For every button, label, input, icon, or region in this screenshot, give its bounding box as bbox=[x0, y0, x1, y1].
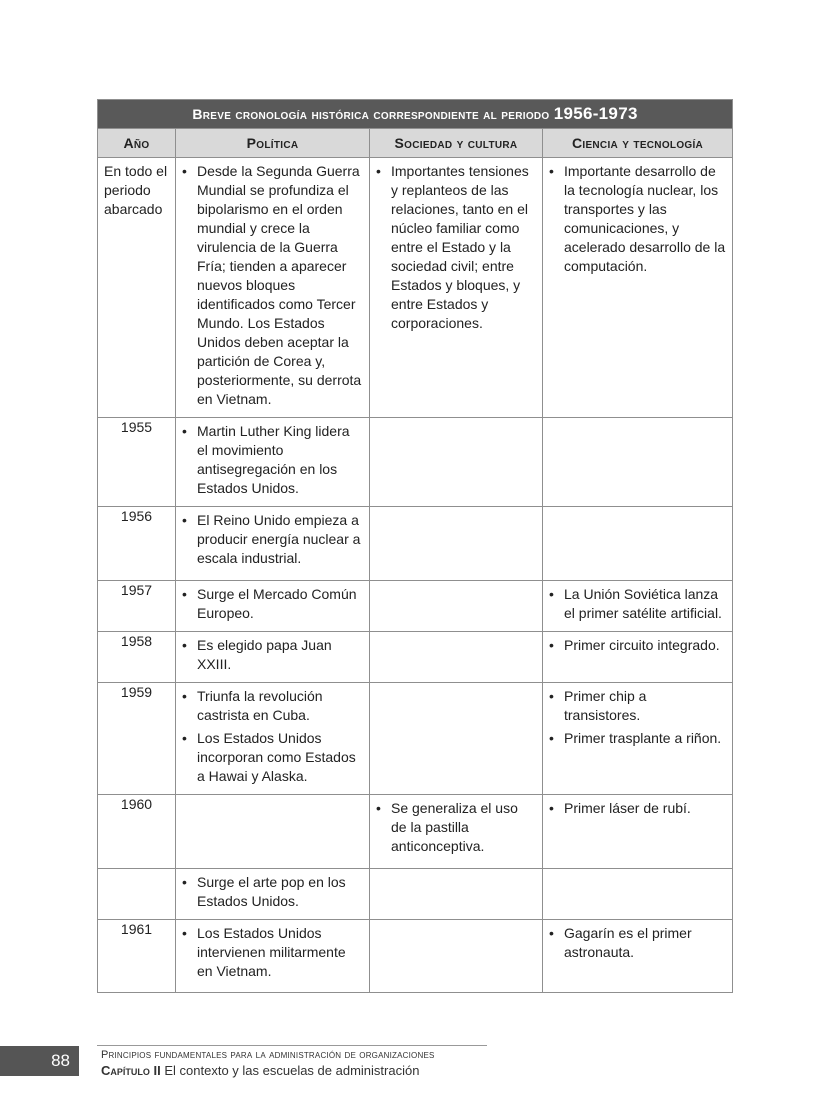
bullet-item: • El Reino Unido empieza a producir energía nuclear a escala industrial. bbox=[182, 511, 363, 568]
bullet-list bbox=[549, 924, 726, 962]
year-cell: 1958 bbox=[98, 632, 176, 683]
science-cell bbox=[543, 920, 733, 993]
book-title: Principios fundamentales para la administración de organizaciones bbox=[101, 1049, 435, 1061]
table-row bbox=[98, 920, 733, 993]
table-title bbox=[98, 100, 733, 129]
science-cell bbox=[543, 683, 733, 795]
chronology-table bbox=[97, 99, 733, 993]
science-cell bbox=[543, 795, 733, 869]
table-title-range: 1956-1973 bbox=[553, 104, 638, 123]
society-cell bbox=[370, 632, 543, 683]
bullet-item: • La Unión Soviética lanza el primer satélite artificial. bbox=[549, 585, 726, 623]
bullet-list bbox=[182, 422, 363, 498]
society-cell bbox=[370, 920, 543, 993]
bullet-item: • Es elegido papa Juan XXIII. bbox=[182, 636, 363, 674]
bullet-list bbox=[549, 799, 726, 818]
chapter-title: El contexto y las escuelas de administración bbox=[164, 1063, 420, 1078]
politics-cell bbox=[176, 507, 370, 581]
politics-cell bbox=[176, 795, 370, 869]
politics-cell bbox=[176, 581, 370, 632]
column-header-year: Año bbox=[98, 129, 176, 158]
bullet-list bbox=[549, 162, 726, 276]
table-row bbox=[98, 158, 733, 418]
table-row bbox=[98, 418, 733, 507]
politics-cell bbox=[176, 683, 370, 795]
page-number-box bbox=[0, 1046, 79, 1076]
society-cell bbox=[370, 158, 543, 418]
year-cell: 1961 bbox=[98, 920, 176, 993]
bullet-item: • Desde la Segunda Guerra Mundial se profundiza el bipolarismo en el orden mundial y crece la virulencia de la Guerra Fría; tienden a aparecer nuevos bloques identificados como Tercer Mundo. Los Estados Unidos deben aceptar la partición de Corea y, posteriormente, su derrota en Vietnam. bbox=[182, 162, 363, 409]
science-cell bbox=[543, 632, 733, 683]
bullet-list bbox=[182, 585, 363, 623]
bullet-item: • Primer trasplante a riñon. bbox=[549, 729, 726, 748]
bullet-list bbox=[182, 687, 363, 786]
table-row bbox=[98, 683, 733, 795]
table-row bbox=[98, 581, 733, 632]
politics-cell bbox=[176, 418, 370, 507]
society-cell bbox=[370, 418, 543, 507]
bullet-list bbox=[182, 511, 363, 568]
bullet-item: • Surge el arte pop en los Estados Unidos. bbox=[182, 873, 363, 911]
bullet-item: • Gagarín es el primer astronauta. bbox=[549, 924, 726, 962]
science-cell bbox=[543, 581, 733, 632]
year-cell: 1955 bbox=[98, 418, 176, 507]
society-cell bbox=[370, 581, 543, 632]
footer-divider bbox=[97, 1045, 487, 1046]
bullet-list bbox=[376, 799, 536, 856]
bullet-item: • Martin Luther King lidera el movimiento antisegregación en los Estados Unidos. bbox=[182, 422, 363, 498]
bullet-item: • Importante desarrollo de la tecnología nuclear, los transportes y las comunicaciones, y acelerado desarrollo de la computación. bbox=[549, 162, 726, 276]
bullet-item: • Primer láser de rubí. bbox=[549, 799, 726, 818]
bullet-item: • Los Estados Unidos incorporan como Estados a Hawai y Alaska. bbox=[182, 729, 363, 786]
year-cell: 1960 bbox=[98, 795, 176, 869]
science-cell bbox=[543, 418, 733, 507]
table-title-text: Breve cronología histórica correspondiente al periodo bbox=[192, 106, 550, 122]
science-cell bbox=[543, 507, 733, 581]
chapter-line bbox=[101, 1063, 419, 1078]
bullet-item: • Primer chip a transistores. bbox=[549, 687, 726, 725]
politics-cell bbox=[176, 869, 370, 920]
year-cell: 1956 bbox=[98, 507, 176, 581]
year-cell: 1959 bbox=[98, 683, 176, 795]
column-header-science: Ciencia y tecnología bbox=[543, 129, 733, 158]
table-row bbox=[98, 869, 733, 920]
bullet-item: • Los Estados Unidos intervienen militarmente en Vietnam. bbox=[182, 924, 363, 981]
year-cell bbox=[98, 869, 176, 920]
bullet-list bbox=[549, 636, 726, 655]
science-cell bbox=[543, 158, 733, 418]
bullet-list bbox=[182, 636, 363, 674]
bullet-list bbox=[182, 873, 363, 911]
bullet-item: • Importantes tensiones y replanteos de las relaciones, tanto en el núcleo familiar como entre el Estado y la sociedad civil; entre Estados y bloques, y entre Estados y corporaciones. bbox=[376, 162, 536, 333]
society-cell bbox=[370, 507, 543, 581]
society-cell bbox=[370, 683, 543, 795]
year-cell: En todo el periodo abarcado bbox=[98, 158, 176, 418]
politics-cell bbox=[176, 632, 370, 683]
society-cell bbox=[370, 795, 543, 869]
bullet-list bbox=[182, 162, 363, 409]
science-cell bbox=[543, 869, 733, 920]
bullet-item: • Triunfa la revolución castrista en Cuba. bbox=[182, 687, 363, 725]
bullet-item: • Primer circuito integrado. bbox=[549, 636, 726, 655]
chapter-label: Capítulo II bbox=[101, 1063, 161, 1078]
bullet-list bbox=[182, 924, 363, 981]
politics-cell bbox=[176, 158, 370, 418]
bullet-list bbox=[549, 585, 726, 623]
column-header-society: Sociedad y cultura bbox=[370, 129, 543, 158]
column-header-politics: Política bbox=[176, 129, 370, 158]
page-number: 88 bbox=[51, 1051, 70, 1070]
bullet-list bbox=[549, 687, 726, 748]
table-row bbox=[98, 507, 733, 581]
politics-cell bbox=[176, 920, 370, 993]
society-cell bbox=[370, 869, 543, 920]
year-cell: 1957 bbox=[98, 581, 176, 632]
table-row bbox=[98, 795, 733, 869]
bullet-item: • Surge el Mercado Común Europeo. bbox=[182, 585, 363, 623]
bullet-list bbox=[376, 162, 536, 333]
bullet-item: • Se generaliza el uso de la pastilla anticonceptiva. bbox=[376, 799, 536, 856]
table-body bbox=[98, 158, 733, 993]
table-row bbox=[98, 632, 733, 683]
